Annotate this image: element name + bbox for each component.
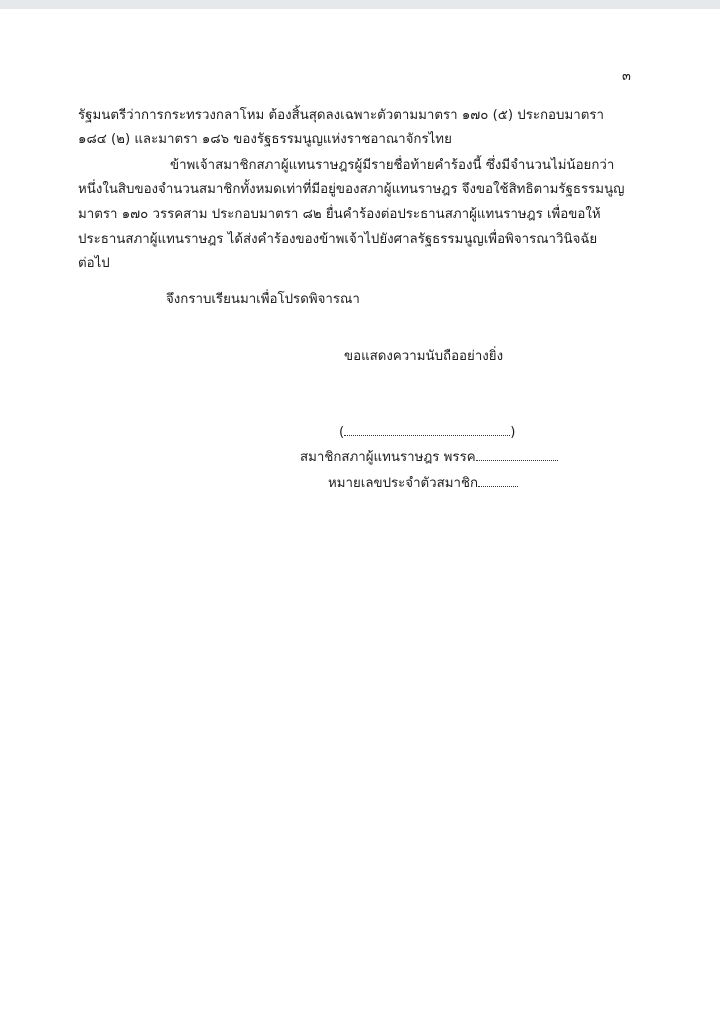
member-id-dotted-field — [478, 474, 518, 487]
signature-close-paren: ) — [510, 425, 516, 440]
paragraph-line: ต่อไป — [78, 256, 110, 271]
signature-open-paren: ( — [339, 425, 345, 440]
party-line — [300, 448, 558, 467]
viewer-top-band — [0, 0, 720, 9]
closing-line: ขอแสดงความนับถืออย่างยิ่ง — [344, 349, 504, 364]
paragraph-line: ประธานสภาผู้แทนราษฎร ได้ส่งคำร้องของข้าพเจ้าไปยังศาลรัฐธรรมนูญเพื่อพิจารณาวินิจฉัย — [78, 232, 598, 247]
paragraph-line: ๑๘๔ (๒) และมาตรา ๑๘๖ ของรัฐธรรมนูญแห่งราชอาณาจักรไทย — [78, 132, 452, 147]
paragraph-line: หนึ่งในสิบของจำนวนสมาชิกทั้งหมดเท่าที่มีอยู่ของสภาผู้แทนราษฎร จึงขอใช้สิทธิตามรัฐธรรมนูญ — [78, 182, 625, 197]
member-label: สมาชิกสภาผู้แทนราษฎร พรรค — [300, 450, 476, 465]
paragraph-line: ข้าพเจ้าสมาชิกสภาผู้แทนราษฎรผู้มีรายชื่อท้ายคำร้องนี้ ซึ่งมีจำนวนไม่น้อยกว่า — [170, 158, 615, 173]
member-id-line — [328, 474, 518, 493]
member-id-label: หมายเลขประจำตัวสมาชิก — [328, 476, 479, 491]
signature-name-line — [339, 423, 515, 442]
paragraph-line: รัฐมนตรีว่าการกระทรวงกลาโหม ต้องสิ้นสุดลงเฉพาะตัวตามมาตรา ๑๗๐ (๕) ประกอบมาตรา — [78, 108, 604, 123]
page-number: ๓ — [622, 69, 631, 84]
request-line: จึงกราบเรียนมาเพื่อโปรดพิจารณา — [166, 292, 360, 307]
party-dotted-field — [476, 448, 558, 461]
paragraph-line: มาตรา ๑๗๐ วรรคสาม ประกอบมาตรา ๘๒ ยื่นคำร้องต่อประธานสภาผู้แทนราษฎร เพื่อขอให้ — [78, 207, 601, 222]
document-page — [0, 9, 720, 1024]
signature-dotted-field — [344, 423, 510, 436]
